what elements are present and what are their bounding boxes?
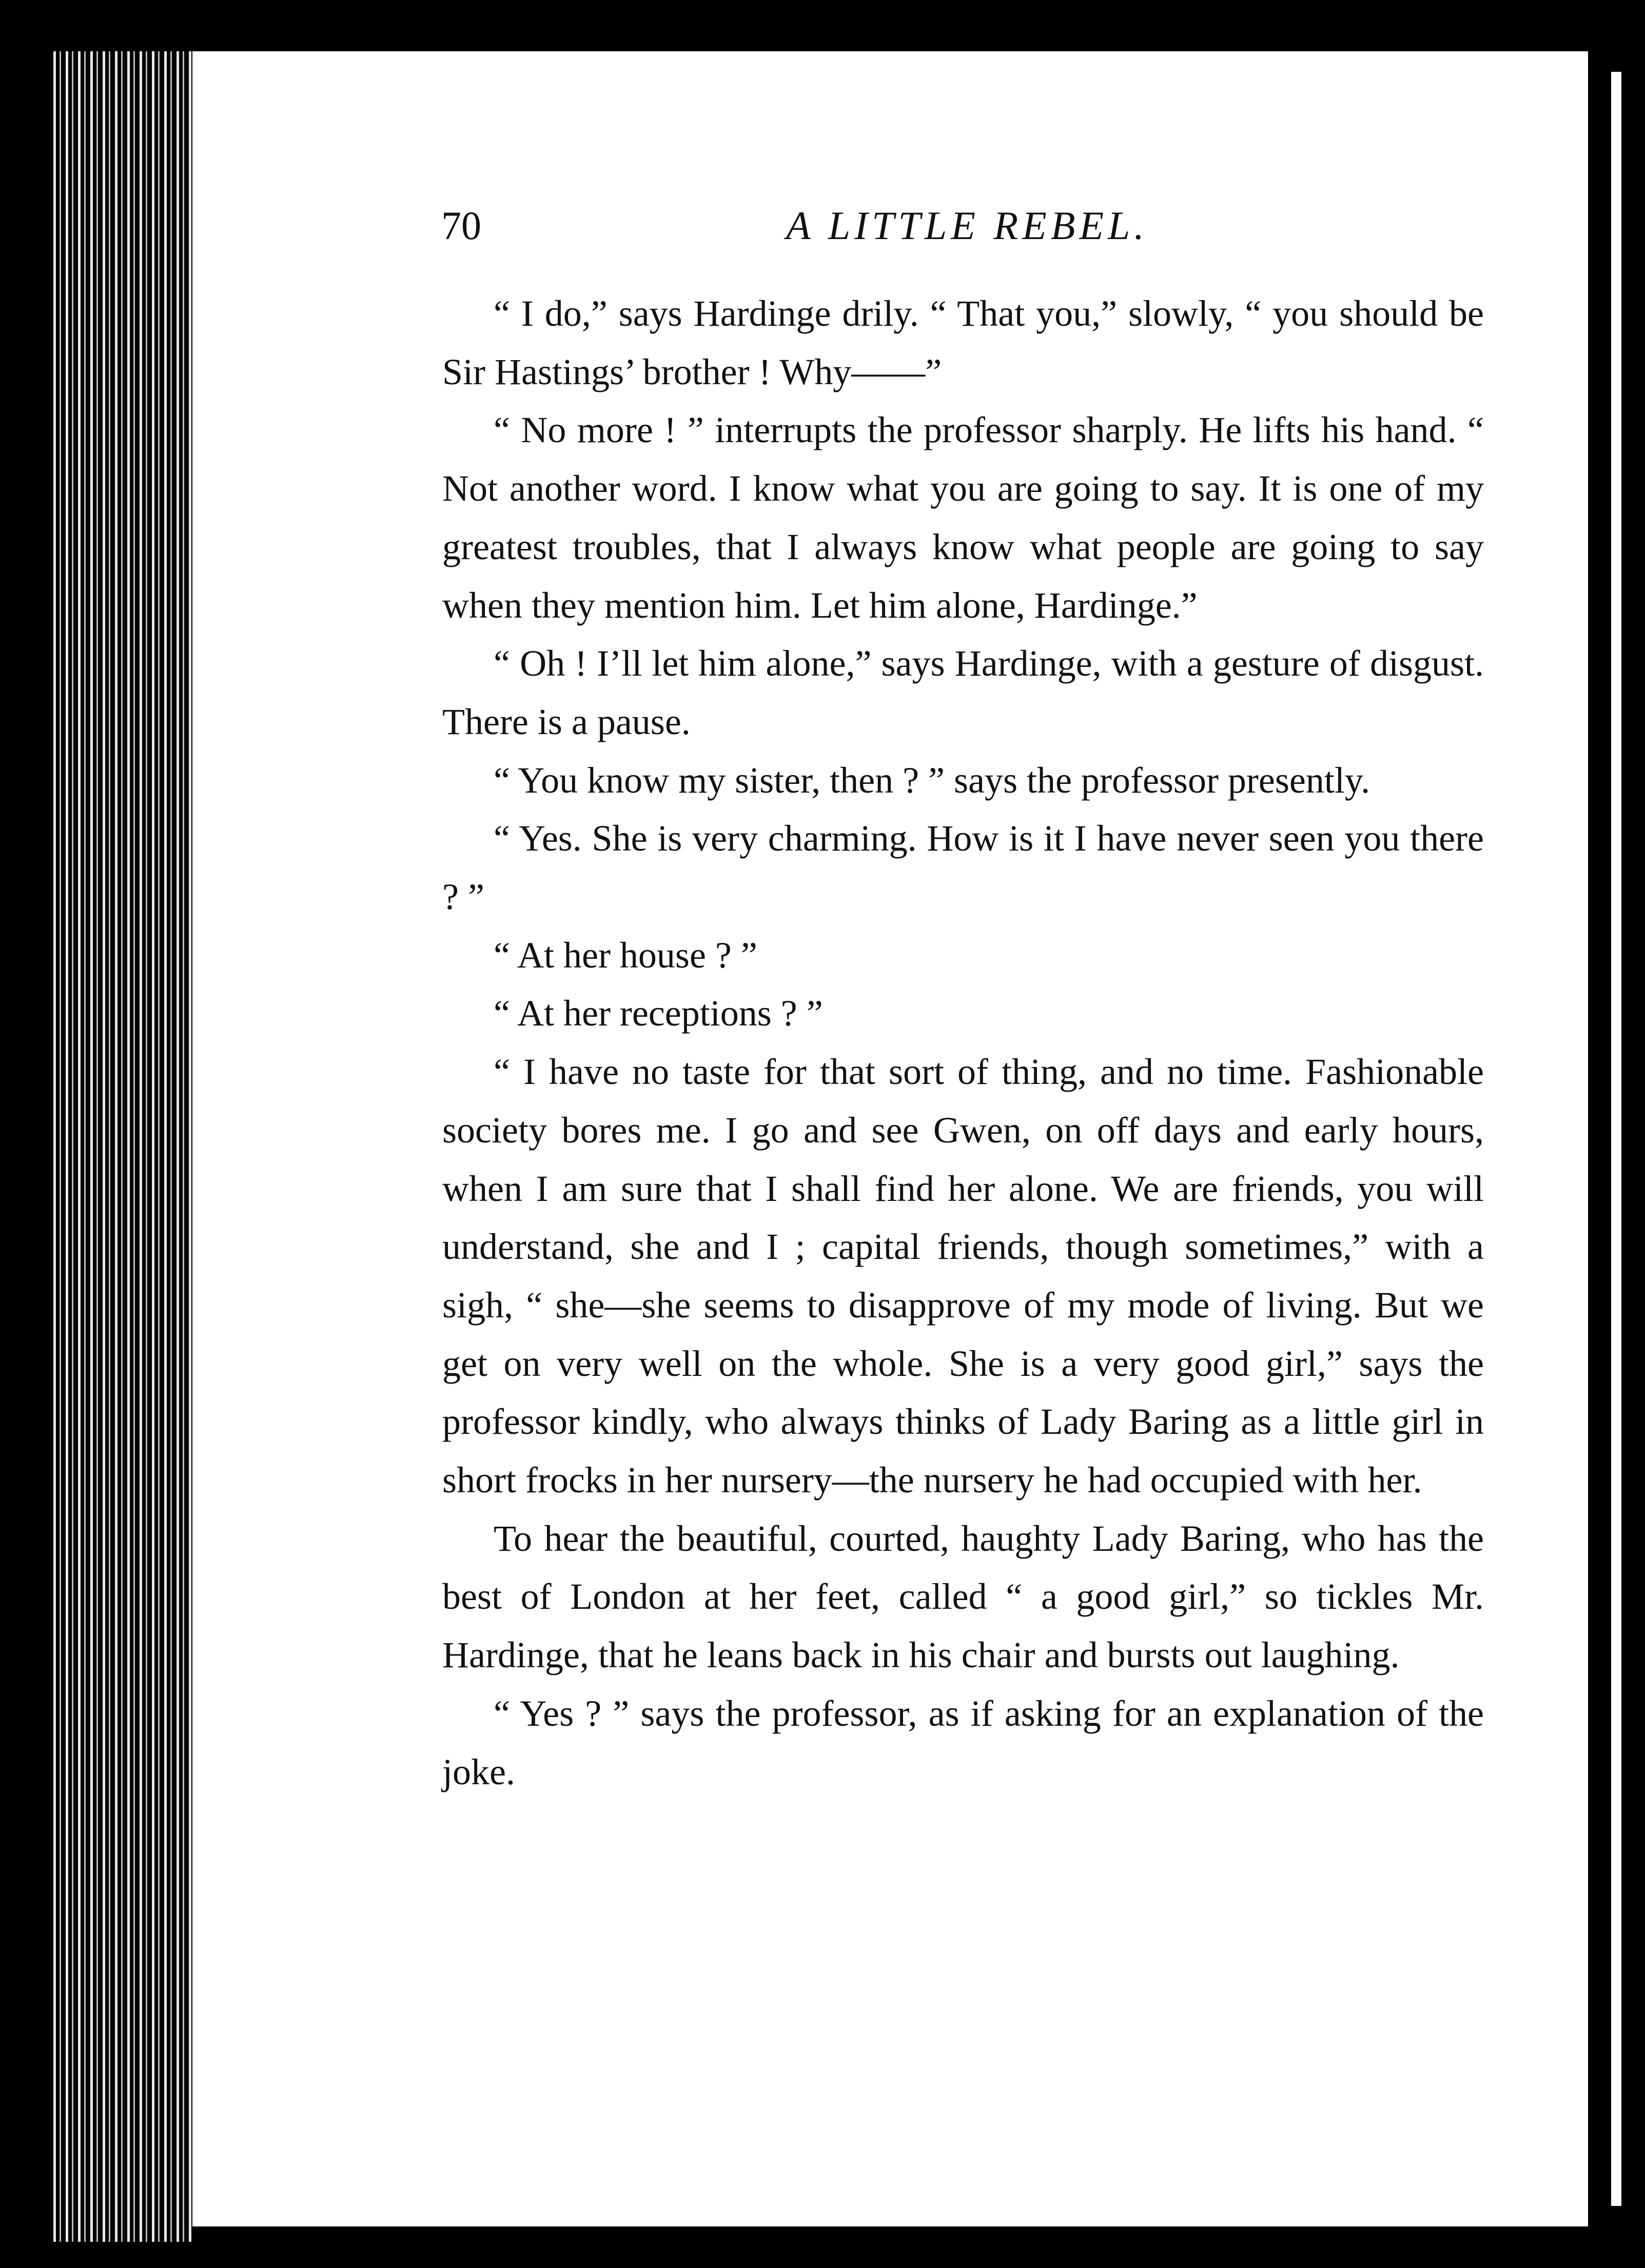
paragraph: “ I have no taste for that sort of thing, and no time. Fashionable society bores me. I go and see Gwen, on off days and early hours, when I am sure that I shall find her alone. We are friends, you will understand, she and I ; capital friends, though sometimes,” with a sigh, “ she—she seems to disapprove of my mode of living. But we get on very well on the whole. She is a very good girl,” says the professor kindly, who always thinks of Lady Baring as a little girl in short frocks in her nursery—the nursery he had occupied with her.	[442, 1051, 1484, 1501]
paragraph: “ I do,” says Hardinge drily. “ That you,” slowly, “ you should be Sir Hastings’ brother ! Why——”	[442, 293, 1484, 392]
paragraph: “ Yes ? ” says the professor, as if asking for an explanation of the joke.	[442, 1692, 1484, 1792]
running-head	[441, 203, 1493, 259]
paragraph: “ No more ! ” interrupts the professor sharply. He lifts his hand. “ Not another word. I know what you are going to say. It is one of my greatest troubles, that I always know what people are going to say when they mention him. Let him alone, Hardinge.”	[442, 409, 1484, 626]
paragraph: “ You know my sister, then ? ” says the professor presently.	[494, 759, 1370, 801]
paragraph: “ At her receptions ? ”	[494, 993, 823, 1034]
paragraph: “ At her house ? ”	[494, 934, 757, 976]
right-page-edge	[1588, 72, 1611, 2206]
book-page-edges	[49, 51, 192, 2242]
body-text	[442, 285, 1484, 1801]
page-number: 70	[441, 203, 481, 248]
running-title: A LITTLE REBEL.	[786, 203, 1148, 248]
paragraph: “ Yes. She is very charming. How is it I have never seen you there ? ”	[442, 818, 1484, 918]
right-margin-gap	[1611, 72, 1621, 2206]
paragraph: “ Oh ! I’ll let him alone,” says Hardinge, with a gesture of disgust. There is a pause.	[442, 643, 1484, 742]
paragraph: To hear the beautiful, courted, haughty Lady Baring, who has the best of London at her feet, called “ a good girl,” so tickles Mr. Hardinge, that he leans back in his chair and bursts out laughing.	[442, 1517, 1484, 1676]
